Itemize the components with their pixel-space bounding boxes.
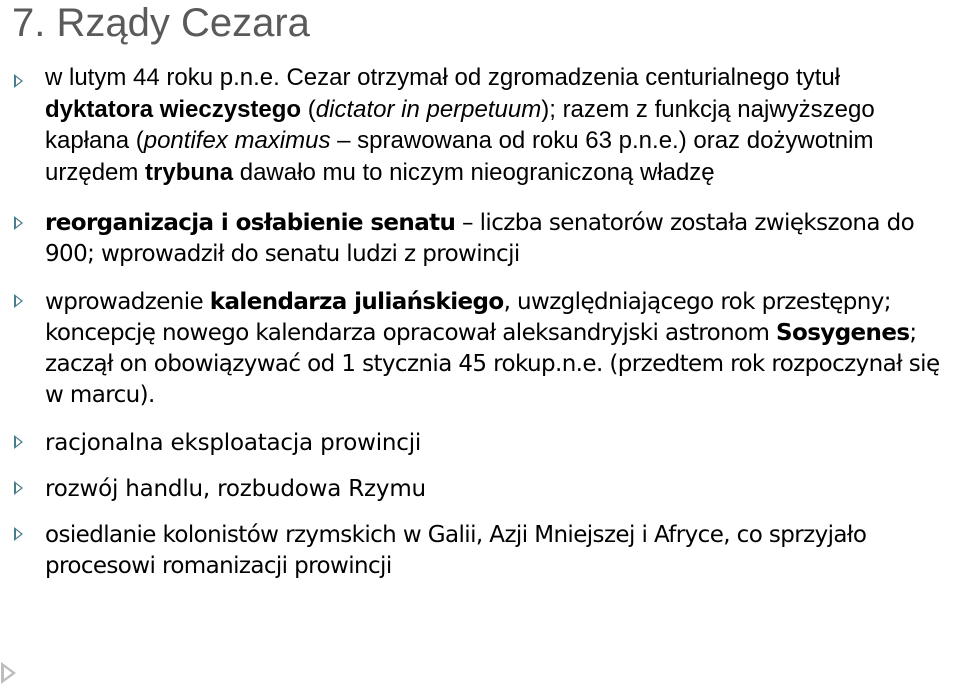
bullet-item-senate <box>0 208 940 270</box>
triangle-bullet-icon <box>14 527 23 541</box>
corner-triangle-icon <box>1 662 16 684</box>
bullet-item-trade <box>0 474 940 505</box>
triangle-bullet-icon <box>14 435 23 449</box>
bullet-text: w lutym 44 roku p.n.e. Cezar otrzymał od zgromadzenia centurialnego tytuł dyktatora wieczystego (dictator in perpetuum); razem z funkcją najwyższego kapłana (pontifex maximus – sprawowana od roku 63 p.n.e.) oraz dożywotnim urzędem trybuna dawało mu to niczym nieograniczoną władzę <box>45 64 875 186</box>
triangle-bullet-icon <box>14 294 23 308</box>
bullet-text: reorganizacja i osłabienie senatu – liczba senatorów została zwiększona do 900; wprowadził do senatu ludzi z prowincji <box>45 210 915 267</box>
bullet-text: osiedlanie kolonistów rzymskich w Galii, Azji Mniejszej i Afryce, co sprzyjało procesowi romanizacji prowincji <box>45 522 867 579</box>
triangle-bullet-icon <box>14 481 23 495</box>
bullet-list <box>0 62 940 597</box>
bullet-text: wprowadzenie kalendarza juliańskiego, uwzględniającego rok przestępny; koncepcję nowego kalendarza opracował aleksandryjski astronom Sosygenes; zaczął on obowiązywać od 1 stycznia 45 rokup.n.e. (przedtem rok rozpoczynał się w marcu). <box>45 289 940 408</box>
slide-title: 7. Rządy Cezara <box>12 1 310 45</box>
bullet-item-dictatorship <box>0 62 940 188</box>
bullet-item-colonists <box>0 520 940 582</box>
bullet-text: racjonalna eksploatacja prowincji <box>45 430 422 456</box>
triangle-bullet-icon <box>14 216 23 230</box>
bullet-item-calendar <box>0 287 940 411</box>
triangle-bullet-icon <box>14 74 23 88</box>
bullet-text: rozwój handlu, rozbudowa Rzymu <box>45 476 426 502</box>
bullet-item-provinces <box>0 428 940 459</box>
